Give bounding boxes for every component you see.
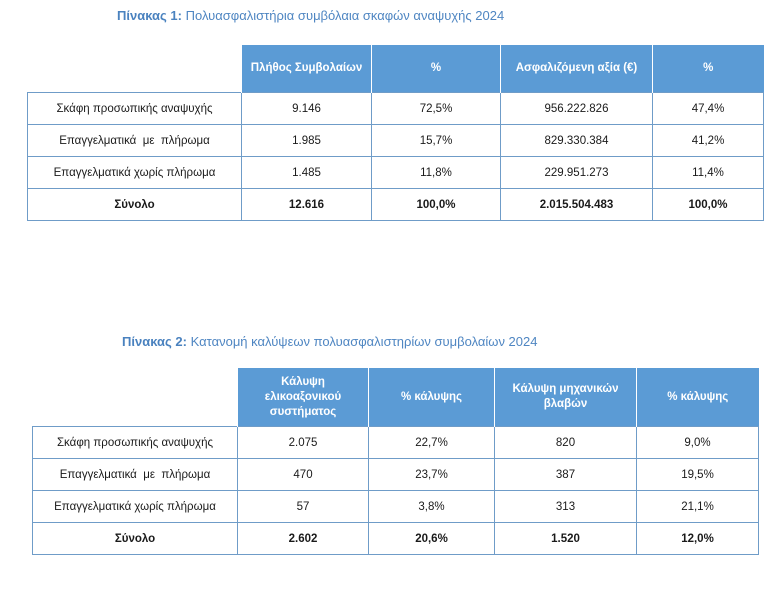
table2-total-row bbox=[33, 523, 759, 555]
table1-caption-label: Πίνακας 1: bbox=[117, 8, 182, 23]
table1-total-row bbox=[28, 189, 764, 221]
value-cell: 956.222.826 bbox=[501, 93, 653, 125]
propeller-cell: 470 bbox=[238, 459, 369, 491]
mechanical-pct-cell: 19,5% bbox=[637, 459, 759, 491]
mechanical-cell: 313 bbox=[495, 491, 637, 523]
value-pct-cell: 47,4% bbox=[653, 93, 764, 125]
table1-header-count: Πλήθος Συμβολαίων bbox=[242, 45, 372, 93]
value-cell: 829.330.384 bbox=[501, 125, 653, 157]
table2-header-propeller-pct: % κάλυψης bbox=[369, 368, 495, 427]
row-label: Επαγγελματικά με πλήρωμα bbox=[33, 459, 238, 491]
table-row bbox=[28, 93, 764, 125]
table2 bbox=[32, 368, 759, 555]
total-mechanical-pct: 12,0% bbox=[637, 523, 759, 555]
table1 bbox=[27, 45, 764, 221]
table1-caption-text: Πολυασφαλιστήρια συμβόλαια σκαφών αναψυχής 2024 bbox=[185, 8, 505, 23]
count-cell: 9.146 bbox=[242, 93, 372, 125]
mechanical-cell: 820 bbox=[495, 427, 637, 459]
count-cell: 1.985 bbox=[242, 125, 372, 157]
value-pct-cell: 41,2% bbox=[653, 125, 764, 157]
count-cell: 1.485 bbox=[242, 157, 372, 189]
table-row bbox=[33, 427, 759, 459]
table2-caption-text: Κατανομή καλύψεων πολυασφαλιστηρίων συμβολαίων 2024 bbox=[190, 334, 538, 349]
table1-header-row bbox=[28, 45, 764, 93]
row-label: Επαγγελματικά με πλήρωμα bbox=[28, 125, 242, 157]
propeller-pct-cell: 3,8% bbox=[369, 491, 495, 523]
mechanical-cell: 387 bbox=[495, 459, 637, 491]
mechanical-pct-cell: 9,0% bbox=[637, 427, 759, 459]
total-mechanical: 1.520 bbox=[495, 523, 637, 555]
table2-caption bbox=[122, 334, 537, 349]
table1-header-value: Ασφαλιζόμενη αξία (€) bbox=[501, 45, 653, 93]
table1-header-blank bbox=[28, 45, 242, 93]
table2-header-mechanical-pct: % κάλυψης bbox=[637, 368, 759, 427]
total-value: 2.015.504.483 bbox=[501, 189, 653, 221]
table1-header-count-pct: % bbox=[372, 45, 501, 93]
total-count-pct: 100,0% bbox=[372, 189, 501, 221]
propeller-pct-cell: 22,7% bbox=[369, 427, 495, 459]
value-pct-cell: 11,4% bbox=[653, 157, 764, 189]
row-label: Σκάφη προσωπικής αναψυχής bbox=[28, 93, 242, 125]
table-row bbox=[33, 459, 759, 491]
total-label: Σύνολο bbox=[28, 189, 242, 221]
table-row bbox=[28, 157, 764, 189]
row-label: Επαγγελματικά χωρίς πλήρωμα bbox=[28, 157, 242, 189]
table2-header-mechanical: Κάλυψη μηχανικών βλαβών bbox=[495, 368, 637, 427]
table2-header-blank bbox=[33, 368, 238, 427]
table2-caption-label: Πίνακας 2: bbox=[122, 334, 187, 349]
table1-header-value-pct: % bbox=[653, 45, 764, 93]
row-label: Επαγγελματικά χωρίς πλήρωμα bbox=[33, 491, 238, 523]
table1-caption bbox=[117, 8, 504, 23]
total-propeller: 2.602 bbox=[238, 523, 369, 555]
total-count: 12.616 bbox=[242, 189, 372, 221]
table2-header-propeller: Κάλυψη ελικοαξονικού συστήματος bbox=[238, 368, 369, 427]
table-row bbox=[33, 491, 759, 523]
count-pct-cell: 72,5% bbox=[372, 93, 501, 125]
count-pct-cell: 15,7% bbox=[372, 125, 501, 157]
propeller-cell: 2.075 bbox=[238, 427, 369, 459]
count-pct-cell: 11,8% bbox=[372, 157, 501, 189]
total-propeller-pct: 20,6% bbox=[369, 523, 495, 555]
propeller-pct-cell: 23,7% bbox=[369, 459, 495, 491]
propeller-cell: 57 bbox=[238, 491, 369, 523]
table-row bbox=[28, 125, 764, 157]
value-cell: 229.951.273 bbox=[501, 157, 653, 189]
total-value-pct: 100,0% bbox=[653, 189, 764, 221]
mechanical-pct-cell: 21,1% bbox=[637, 491, 759, 523]
total-label: Σύνολο bbox=[33, 523, 238, 555]
row-label: Σκάφη προσωπικής αναψυχής bbox=[33, 427, 238, 459]
table2-header-row bbox=[33, 368, 759, 427]
